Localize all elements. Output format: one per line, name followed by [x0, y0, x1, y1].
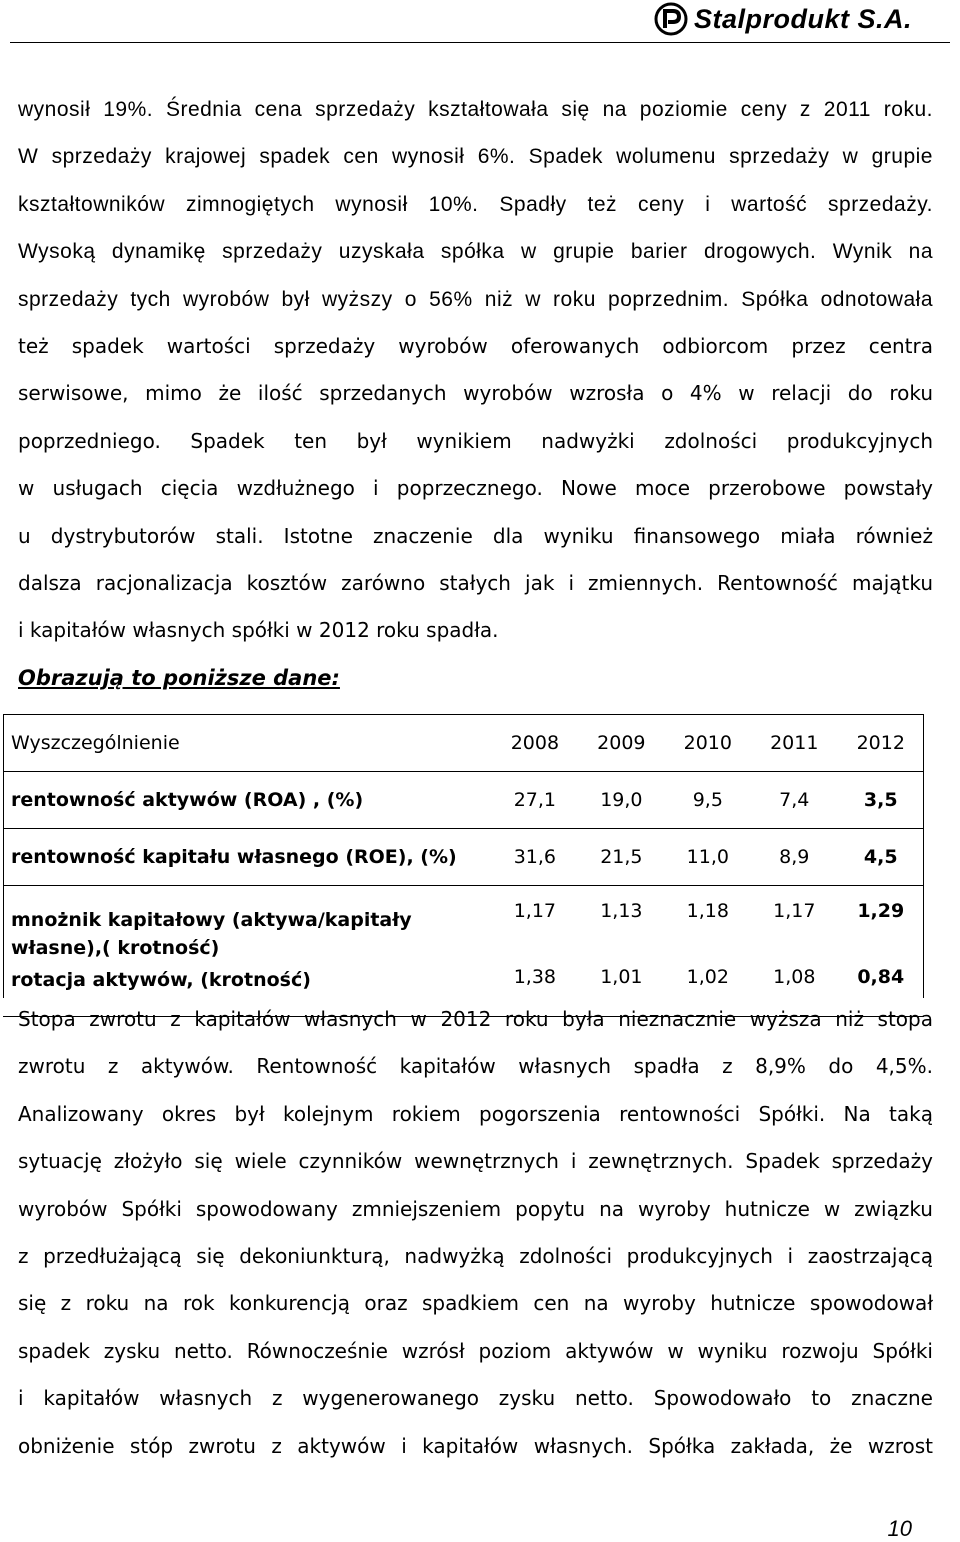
table-row [3, 886, 924, 967]
paragraph-line: kształtowników zimnogiętych wynosił 10%. Spadły też ceny i wartość sprzedaży. [18, 192, 933, 216]
row-label: rentowność aktywów (ROA) , (%) [3, 772, 492, 829]
table-cell: 3,5 [838, 772, 924, 829]
paragraph-2 [18, 996, 933, 1470]
paragraph-line: wyrobów Spółki spowodowany zmniejszeniem popytu na wyroby hutnicze w związku [18, 1196, 933, 1221]
table-cell: 1,18 [686, 900, 729, 922]
paragraph-line: spadek zysku netto. Równocześnie wzrósł poziom aktywów w wyniku rozwoju Spółki [18, 1338, 933, 1363]
table-header-cell: 2010 [665, 715, 751, 772]
table-cell: 11,0 [665, 829, 751, 886]
paragraph-line: w usługach cięcia wzdłużnego i poprzecznego. Nowe moce przerobowe powstały [18, 476, 933, 501]
table-cell: 9,5 [665, 772, 751, 829]
table-cell: 1,13 [600, 900, 643, 922]
paragraph-line: u dystrybutorów stali. Istotne znaczenie dla wyniku finansowego miała również [18, 523, 933, 548]
paragraph-line: z przedłużającą się dekoniunkturą, nadwyżką zdolności produkcyjnych i zaostrzającą [18, 1244, 933, 1269]
paragraph-line: poprzedniego. Spadek ten był wynikiem nadwyżki zdolności produkcyjnych [18, 428, 933, 453]
stalprodukt-logo-icon [654, 2, 688, 36]
paragraph-line: Wysoką dynamikę sprzedaży uzyskała spółka w grupie barier drogowych. Wynik na [18, 240, 933, 264]
table-intro-label: Obrazują to poniższe dane: [18, 666, 340, 690]
table-cell: 19,0 [578, 772, 664, 829]
paragraph-1 [18, 86, 933, 655]
paragraph-line: zwrotu z aktywów. Rentowność kapitałów własnych spadła z 8,9% do 4,5%. [18, 1054, 933, 1079]
table-cell: 31,6 [492, 829, 578, 886]
paragraph-line: W sprzedaży krajowej spadek cen wynosił 6%. Spadek wolumenu sprzedaży w grupie [18, 145, 933, 169]
table-header-cell: 2011 [751, 715, 837, 772]
financial-ratios-table [3, 714, 924, 1017]
table-cell: 27,1 [492, 772, 578, 829]
table-header-cell: Wyszczególnienie [3, 715, 492, 772]
table-cell: 7,4 [751, 772, 837, 829]
company-name: Stalprodukt S.A. [693, 3, 912, 34]
paragraph-line: i kapitałów własnych z wygenerowanego zysku netto. Spowodowało to znaczne [18, 1386, 933, 1411]
page-number: 10 [887, 1516, 912, 1541]
paragraph-line: Analizowany okres był kolejnym rokiem pogorszenia rentowności Spółki. Na taką [18, 1101, 933, 1126]
table-cell: 1,17 [513, 900, 557, 922]
paragraph-line: sprzedaży tych wyrobów był wyższy o 56% niż w roku poprzednim. Spółka odnotowała [18, 287, 933, 311]
table-header-cell: 2008 [492, 715, 578, 772]
table-header-cell: 2012 [838, 715, 924, 772]
header-logo [654, 2, 912, 36]
paragraph-line: obniżenie stóp zwrotu z aktywów i kapitałów własnych. Spółka zakłada, że wzrost [18, 1433, 933, 1458]
table-cell: 1,01 [578, 966, 664, 1017]
row-label: rotacja aktywów, (krotność) [3, 966, 492, 1017]
paragraph-line: sytuację złożyło się wiele czynników wewnętrznych i zewnętrznych. Spadek sprzedaży [18, 1149, 933, 1174]
table-cell: 21,5 [578, 829, 664, 886]
table-row [3, 772, 924, 829]
table-cell: 1,38 [492, 966, 578, 1017]
table-row [3, 829, 924, 886]
paragraph-line: Stopa zwrotu z kapitałów własnych w 2012 roku była nieznacznie wyższa niż stopa [18, 1007, 933, 1031]
table-cell: 8,9 [751, 829, 837, 886]
paragraph-line: serwisowe, mimo że ilość sprzedanych wyrobów wzrosła o 4% w relacji do roku [18, 381, 933, 406]
table-cell: 1,08 [751, 966, 837, 1017]
table-border-right [923, 714, 924, 998]
table-cell: 0,84 [838, 966, 924, 1017]
header-divider [10, 42, 950, 43]
table-cell: 4,5 [838, 829, 924, 886]
table-cell: 1,02 [665, 966, 751, 1017]
paragraph-line: wynosił 19%. Średnia cena sprzedaży kształtowała się na poziomie ceny z 2011 roku. [18, 98, 933, 121]
paragraph-line: dalsza racjonalizacja kosztów zarówno stałych jak i zmiennych. Rentowność majątku [18, 571, 933, 596]
table-header-row [3, 715, 924, 772]
table-header-cell: 2009 [578, 715, 664, 772]
row-label: rentowność kapitału własnego (ROE), (%) [3, 829, 492, 886]
paragraph-line: i kapitałów własnych spółki w 2012 roku spadła. [18, 618, 499, 643]
paragraph-line: się z roku na rok konkurencją oraz spadkiem cen na wyroby hutnicze spowodował [18, 1291, 933, 1316]
row-label: mnożnik kapitałowy (aktywa/kapitały własne),( krotność) [11, 909, 412, 959]
table-border-left [3, 714, 4, 998]
table-cell: 1,17 [773, 900, 816, 922]
paragraph-line: też spadek wartości sprzedaży wyrobów oferowanych odbiorcom przez centra [18, 334, 933, 359]
table-cell: 1,29 [857, 900, 905, 922]
